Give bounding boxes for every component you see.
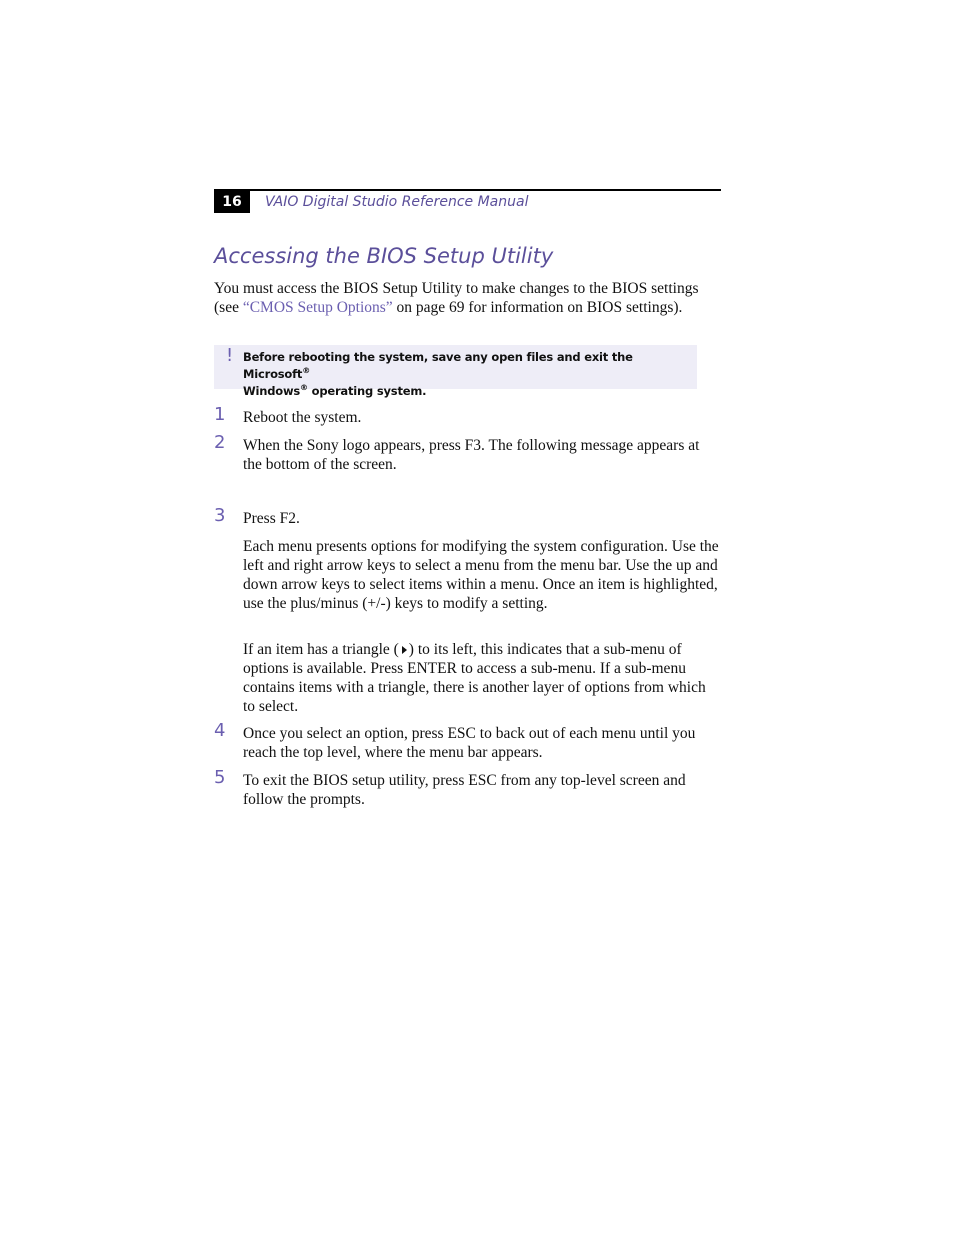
triangle-info-start: If an item has a triangle (: [243, 641, 399, 658]
triangle-right-icon: [402, 646, 407, 654]
header-rule: [214, 189, 721, 191]
step-text-1: Reboot the system.: [243, 409, 362, 426]
triangle-info-paragraph: [243, 640, 721, 716]
step-text-5: To exit the BIOS setup utility, press ESC from any top-level screen and follow the prompts.: [243, 772, 686, 808]
intro-paragraph: [214, 279, 720, 317]
step-number-5: 5: [214, 767, 226, 788]
manual-title: VAIO Digital Studio Reference Manual: [265, 194, 529, 210]
page-number: 16: [214, 191, 250, 213]
triangle-info-end: ) to its left, this indicates that a sub-menu of options is available. Press ENTER to access a sub-menu. If a sub-menu contains items with a triangle, there is another layer of options from which to select.: [243, 641, 706, 715]
note-exclamation-icon: !: [226, 345, 234, 366]
step-text-2: When the Sony logo appears, press F3. The following message appears at the bottom of the screen.: [243, 437, 700, 473]
section-title: Accessing the BIOS Setup Utility: [214, 244, 554, 268]
menu-info-paragraph: Each menu presents options for modifying the system configuration. Use the left and right arrow keys to select a menu from the menu bar. Use the up and down arrow keys to select items within a menu. Once an item is highlighted, use the plus/minus (+/-) keys to modify a setting.: [243, 538, 719, 612]
intro-text-start: You must access the BIOS Setup Utility to make changes to the BIOS settings (see: [214, 280, 699, 316]
step-number-1: 1: [214, 404, 226, 425]
cmos-setup-options-link[interactable]: “CMOS Setup Options”: [242, 299, 393, 316]
note-text-c: operating system.: [307, 384, 427, 398]
registered-mark: ®: [302, 366, 311, 376]
intro-text-end: on page 69 for information on BIOS settings).: [392, 299, 683, 316]
step-number-2: 2: [214, 432, 226, 453]
note-text-a: Before rebooting the system, save any open files and exit the Microsoft: [243, 350, 633, 381]
note-text-b: Windows: [243, 384, 301, 398]
registered-mark: ®: [300, 383, 308, 393]
step-text-3: Press F2.: [243, 510, 300, 527]
step-number-4: 4: [214, 720, 226, 741]
note-text: [243, 349, 683, 400]
step-number-3: 3: [214, 505, 226, 526]
step-text-4: Once you select an option, press ESC to back out of each menu until you reach the top level, where the menu bar appears.: [243, 725, 696, 761]
